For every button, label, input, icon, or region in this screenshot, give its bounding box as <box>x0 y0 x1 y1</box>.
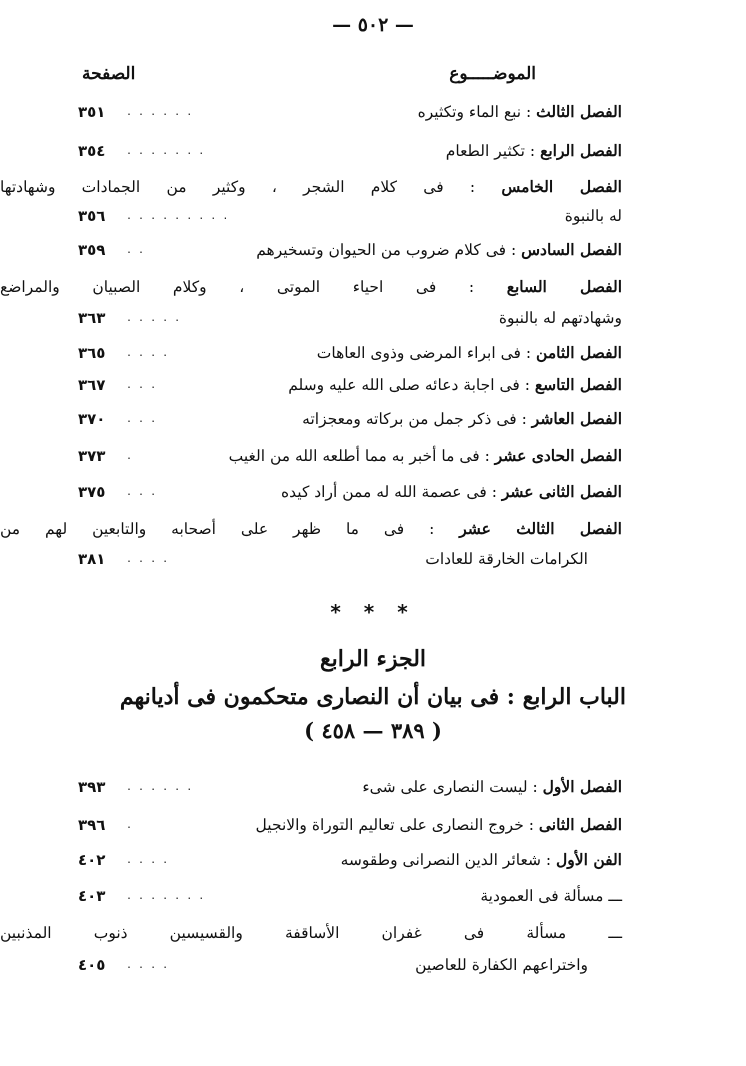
chapter-label: الفصل السادس <box>521 240 622 259</box>
toc-entry: الفصل الثالث : نبع الماء وتكثيره . . . . . . ٣٥١ <box>78 97 622 127</box>
chapter-title: : فى ما أخبر به مما أطلعه الله من الغيب <box>228 447 490 465</box>
toc-entry: الفصل السادس : فى كلام ضروب من الحيوان وتسخيرهم . . ٣٥٩ <box>78 235 622 265</box>
toc-entry-cont: الكرامات الخارقة للعادات . . . . ٣٨١ <box>78 544 622 574</box>
toc-entry <box>0 272 622 302</box>
toc-entry: الفصل الثامن : فى ابراء المرضى وذوى العاهات . . . . ٣٦٥ <box>78 338 622 368</box>
toc-entry-cont: واختراعهم الكفارة للعاصين . . . . ٤٠٥ <box>78 950 622 980</box>
chapter-title: : فى ما ظهر على أصحابه والتابعين لهم من <box>0 520 435 538</box>
page-ref: ٣٧٥ <box>78 483 106 501</box>
page-ref: ٣٩٦ <box>78 816 106 834</box>
chapter-label: الفصل الخامس <box>501 177 622 196</box>
toc-entry <box>0 918 622 948</box>
toc-entry: ـــ مسألة فى العمودية . . . . . . . ٤٠٣ <box>78 881 622 911</box>
page-number: — ٥٠٢ — <box>332 14 414 36</box>
page-ref: ٣٩٣ <box>78 778 106 796</box>
toc-entry: الفصل الأول : ليست النصارى على شىء . . . . . . ٣٩٣ <box>78 772 622 802</box>
page-ref: ٣٧٣ <box>78 447 106 465</box>
bab-title: الباب الرابع : فى بيان أن النصارى متحكمون فى أديانهم <box>119 684 626 710</box>
chapter-label: الفصل الثانى عشر <box>501 482 622 501</box>
page-ref: ٤٠٢ <box>78 851 106 869</box>
chapter-label: الفصل الأول <box>542 777 622 796</box>
chapter-title: : فى كلام الشجر ، وكثير من الجمادات وشهادتها <box>0 178 476 196</box>
chapter-title: : نبع الماء وتكثيره <box>417 103 532 121</box>
toc-entry: الفصل الثانى : خروج النصارى على تعاليم التوراة والانجيل . ٣٩٦ <box>78 810 622 840</box>
section-divider: * * * <box>330 600 416 624</box>
page-ref: ٤٠٥ <box>78 956 106 974</box>
chapter-title-cont: له بالنبوة <box>564 207 622 225</box>
chapter-title: : تكثير الطعام <box>445 142 536 160</box>
chapter-label: الفصل الثالث عشر <box>459 519 622 538</box>
chapter-title: : ليست النصارى على شىء <box>362 778 538 796</box>
toc-entry: الفصل الثانى عشر : فى عصمة الله له ممن أراد كيده . . . ٣٧٥ <box>78 477 622 507</box>
page-ref: ٣٧٠ <box>78 410 106 428</box>
chapter-label: الفصل الثانى <box>538 815 622 834</box>
chapter-title-cont: الكرامات الخارقة للعادات <box>425 550 588 568</box>
toc-entry: الفصل التاسع : فى اجابة دعائه صلى الله عليه وسلم . . . ٣٦٧ <box>78 370 622 400</box>
topic-column-header: الموضـــــوع <box>449 64 536 84</box>
page-ref: ٣٦٣ <box>78 309 106 327</box>
page-ref: ٣٦٥ <box>78 344 106 362</box>
toc-entry: الفن الأول : شعائر الدين النصرانى وطقوسه . . . . ٤٠٢ <box>78 845 622 875</box>
chapter-title-cont: وشهادتهم له بالنبوة <box>498 309 622 327</box>
chapter-title: : فى ابراء المرضى وذوى العاهات <box>316 344 532 362</box>
toc-entry-cont: وشهادتهم له بالنبوة . . . . . ٣٦٣ <box>78 303 622 333</box>
chapter-title: : فى عصمة الله له ممن أراد كيده <box>281 483 497 501</box>
chapter-label: الفصل التاسع <box>534 375 622 394</box>
chapter-label: الفصل الثالث <box>536 102 622 121</box>
chapter-title: : شعائر الدين النصرانى وطقوسه <box>340 851 552 869</box>
page-ref: ٣٥٩ <box>78 241 106 259</box>
chapter-label: الفصل العاشر <box>531 409 622 428</box>
part-title: الجزء الرابع <box>319 646 427 672</box>
chapter-title: : فى ذكر جمل من بركاته ومعجزاته <box>302 410 527 428</box>
chapter-label: الفصل الحادى عشر <box>494 446 622 465</box>
chapter-label: الفصل الرابع <box>540 141 622 160</box>
page-ref: ٣٦٧ <box>78 376 106 394</box>
toc-entry <box>0 172 622 202</box>
page-ref: ٣٥٤ <box>78 142 106 160</box>
toc-entry: الفصل العاشر : فى ذكر جمل من بركاته ومعجزاته . . . ٣٧٠ <box>78 404 622 434</box>
chapter-label: الفصل الثامن <box>536 343 622 362</box>
chapter-title: ـــ مسألة فى العمودية <box>480 887 622 905</box>
chapter-title: : فى اجابة دعائه صلى الله عليه وسلم <box>288 376 530 394</box>
toc-entry <box>0 514 622 544</box>
page-ref: ٣٨١ <box>78 550 106 568</box>
chapter-title: : خروج النصارى على تعاليم التوراة والانجيل <box>255 816 534 834</box>
chapter-label: الفن الأول <box>556 850 622 869</box>
toc-entry: الفصل الحادى عشر : فى ما أخبر به مما أطلعه الله من الغيب . ٣٧٣ <box>78 441 622 471</box>
chapter-title: ـــ مسألة فى غفران الأساقفة والقسيسين ذنوب المذنبين <box>0 924 622 942</box>
chapter-title: : فى احياء الموتى ، وكلام الصبيان والمراضع <box>0 278 475 296</box>
toc-entry: الفصل الرابع : تكثير الطعام . . . . . . . ٣٥٤ <box>78 136 622 166</box>
page-ref: ٣٥٦ <box>78 207 106 225</box>
toc-entry-cont: له بالنبوة . . . . . . . . . ٣٥٦ <box>78 201 622 231</box>
page-column-header: الصفحة <box>82 64 136 84</box>
page-ref: ٤٠٣ <box>78 887 106 905</box>
bab-page-range: ( ٣٨٩ — ٤٥٨ ) <box>304 718 442 743</box>
chapter-title-cont: واختراعهم الكفارة للعاصين <box>415 956 588 974</box>
chapter-label: الفصل السابع <box>506 277 623 296</box>
page-ref: ٣٥١ <box>78 103 106 121</box>
chapter-title: : فى كلام ضروب من الحيوان وتسخيرهم <box>256 241 517 259</box>
